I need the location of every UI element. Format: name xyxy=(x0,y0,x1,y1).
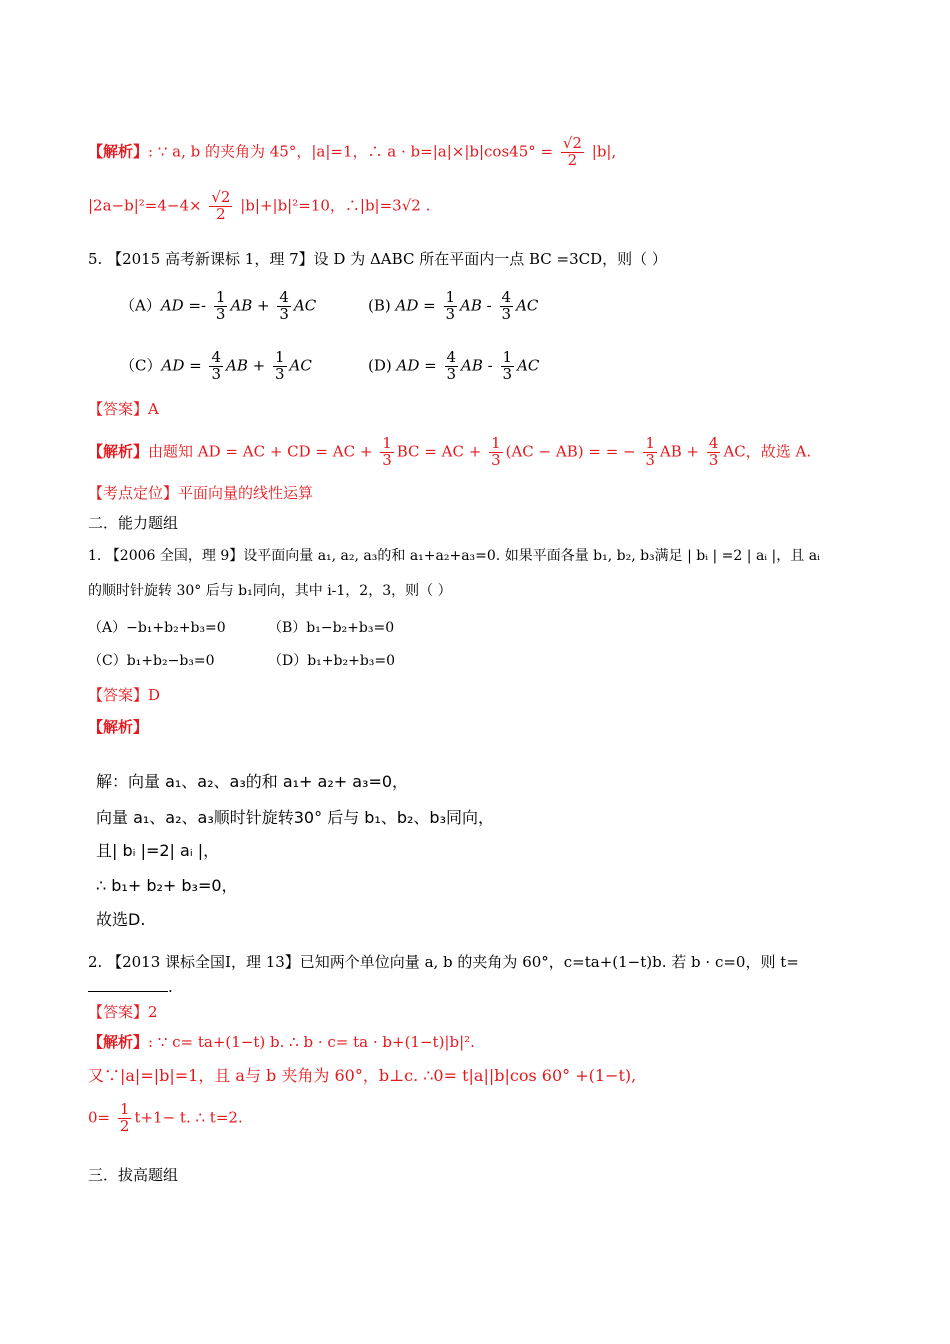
analysis-2-line-2: 又∵|a|=|b|=1，且 a与 b 夹角为 60°，b⊥c. ∴0= t|a||b|cos 60° +(1−t), xyxy=(88,1066,637,1085)
option-a: （A）AD =- $\frac{1}{3}$ AB + $\frac{4}{3}$ AC xyxy=(120,288,317,323)
question-2-line-1: 2. 【2013 课标全国Ⅰ，理 13】已知两个单位向量 a, b 的夹角为 60°，c=ta+(1−t)b. 若 b · c=0，则 t= xyxy=(88,953,799,971)
fraction: $\frac{√2}{2}$ xyxy=(562,134,582,169)
analysis-2-line-1: 【解析】: ∵ c= ta+(1−t) b. ∴ b · c= ta · b+(1−t)|b|². xyxy=(88,1033,475,1051)
answer-2: 【答案】2 xyxy=(88,1003,158,1021)
analysis-tag: 【解析】 xyxy=(88,142,149,161)
analysis-1-tag: 【解析】 xyxy=(88,718,149,736)
analysis-text: |2a−b|²=4−4× xyxy=(88,196,202,215)
analysis-5: 【解析】由题知 AD = AC + CD = AC + $\frac{1}{3}$ BC = AC + $\frac{1}{3}$ (AC − AB) = = − $\frac{1}{3}$ AB + $\frac{4}{3}$ AC，故选 A. xyxy=(88,434,812,469)
question-5-title: 5. 【2015 高考新课标 1，理 7】设 D 为 ΔABC 所在平面内一点 BC =3CD，则（ ） xyxy=(88,250,667,268)
answer-1: 【答案】D xyxy=(88,686,161,704)
q1-option-a: （A）−b₁+b₂+b₃=0 xyxy=(88,620,226,636)
option-c: （C）AD = $\frac{4}{3}$ AB + $\frac{1}{3}$ AC xyxy=(120,348,312,383)
analysis-2-line-3: 0= $\frac{1}{2}$ t+1− t. ∴ t=2. xyxy=(88,1100,243,1135)
analysis-text: |b|+|b|²=10，∴|b|=3√2 . xyxy=(240,196,431,215)
section-heading-2: 二．能力题组 xyxy=(88,514,179,532)
analysis-text: |b|, xyxy=(591,142,617,161)
section-heading-3: 三．拔高题组 xyxy=(88,1166,179,1184)
question-1-line-1: 1. 【2006 全国，理 9】设平面向量 a₁, a₂, a₃的和 a₁+a₂+a₃=0. 如果平面各量 b₁, b₂, b₃满足 | bᵢ | =2 | aᵢ |，且 aᵢ xyxy=(88,548,820,564)
solution-line-1: 解：向量 a₁、a₂、a₃的和 a₁+ a₂+ a₃=0， xyxy=(96,772,409,791)
answer-5: 【答案】A xyxy=(88,400,159,418)
key-point-5: 【考点定位】平面向量的线性运算 xyxy=(88,484,314,502)
question-1-line-2: 的顺时针旋转 30° 后与 b₁同向，其中 i-1，2，3，则（ ） xyxy=(88,583,452,599)
answer-blank xyxy=(88,991,168,992)
analysis-text: : ∵ a, b 的夹角为 45°，|a|=1，∴ a · b=|a|×|b|cos45° = xyxy=(148,142,554,161)
fraction: $\frac{√2}{2}$ xyxy=(211,188,231,223)
q1-option-d: （D）b₁+b₂+b₃=0 xyxy=(268,653,396,669)
q1-option-b: （B）b₁−b₂+b₃=0 xyxy=(268,620,395,636)
solution-line-5: 故选D. xyxy=(96,910,146,929)
analysis-line-2 xyxy=(88,190,430,223)
q1-option-c: （C）b₁+b₂−b₃=0 xyxy=(88,653,215,669)
solution-line-2: 向量 a₁、a₂、a₃顺时针旋转30° 后与 b₁、b₂、b₃同向， xyxy=(96,808,494,827)
option-b: (B) AD = $\frac{1}{3}$ AB - $\frac{4}{3}$ AC xyxy=(368,288,539,323)
solution-line-3: 且| bᵢ |=2| aᵢ |， xyxy=(96,841,220,860)
question-2-blank-line: . xyxy=(88,978,173,996)
analysis-line-1 xyxy=(88,136,616,169)
solution-line-4: ∴ b₁+ b₂+ b₃=0， xyxy=(96,876,238,895)
option-d: (D) AD = $\frac{4}{3}$ AB - $\frac{1}{3}$ AC xyxy=(368,348,540,383)
